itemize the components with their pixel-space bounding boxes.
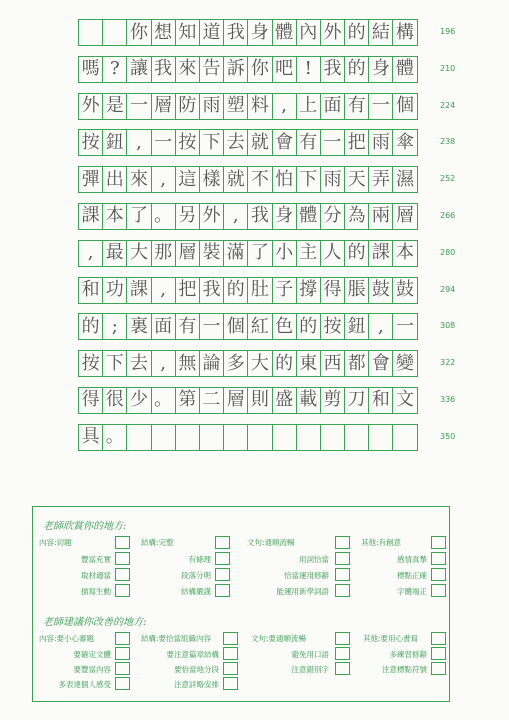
grid-cell: 身 <box>273 204 297 229</box>
grid-cells <box>78 424 418 451</box>
grid-row <box>78 240 456 266</box>
checkbox[interactable] <box>115 632 130 645</box>
grid-cell: 一 <box>127 94 151 119</box>
grid-cell: 外 <box>79 94 103 119</box>
checkbox[interactable] <box>335 568 350 581</box>
grid-cell: 是 <box>103 94 127 119</box>
row-char-count: 350 <box>440 431 456 441</box>
appreciate-wording-item: 恰當運用修辭 <box>284 571 329 580</box>
grid-cell: 上 <box>297 94 321 119</box>
grid-cell: 層 <box>393 204 417 229</box>
grid-cell: 我 <box>321 57 345 82</box>
row-char-count: 210 <box>440 63 456 73</box>
grid-cell: 身 <box>248 20 272 45</box>
appreciate-content-item: 豐富充實 <box>81 555 111 564</box>
grid-cell: 第 <box>176 388 200 413</box>
grid-cell: 想 <box>152 20 176 45</box>
suggest-structure-item: 注意詳略安排 <box>174 680 219 689</box>
grid-cell: 雨 <box>369 130 393 155</box>
suggest-wording-item: 注意錯別字 <box>291 665 329 674</box>
appreciate-structure-item: 有條理 <box>188 555 211 564</box>
appreciate-structure-item: 段落分明 <box>181 571 211 580</box>
grid-cell: 我 <box>224 20 248 45</box>
grid-cell: 一 <box>200 314 224 339</box>
checkbox[interactable] <box>335 552 350 565</box>
grid-cell: 外 <box>321 20 345 45</box>
suggest-structure-item: 要恰當地分段 <box>174 665 219 674</box>
grid-cells <box>78 129 418 156</box>
grid-cell: 一 <box>152 130 176 155</box>
grid-cell: 載 <box>297 388 321 413</box>
grid-cell: 體 <box>393 57 417 82</box>
grid-cell: 訴 <box>224 57 248 82</box>
grid-cell: , <box>79 241 103 266</box>
checkbox[interactable] <box>215 568 230 581</box>
grid-cell: 課 <box>79 204 103 229</box>
grid-row <box>78 313 456 339</box>
grid-cell: 彈 <box>79 167 103 192</box>
checkbox[interactable] <box>115 552 130 565</box>
grid-cell <box>176 425 200 450</box>
grid-cell: 了 <box>127 204 151 229</box>
grid-cell: 這 <box>176 167 200 192</box>
grid-cell: 少 <box>127 388 151 413</box>
grid-cell: 不 <box>248 167 272 192</box>
grid-cell: ; <box>103 314 127 339</box>
grid-cell: 。 <box>103 425 127 450</box>
grid-cell: 變 <box>393 351 417 376</box>
grid-cells <box>78 56 418 83</box>
grid-cell <box>297 425 321 450</box>
grid-cell: 文 <box>393 388 417 413</box>
suggest-content-category: 內容:要小心審題 <box>39 634 95 643</box>
grid-cell: 去 <box>127 351 151 376</box>
grid-cell: 的 <box>345 57 369 82</box>
appreciate-wording-item: 用詞恰當 <box>299 555 329 564</box>
suggest-other-item: 多練習修辭 <box>389 650 427 659</box>
checkbox[interactable] <box>223 632 238 645</box>
checkbox[interactable] <box>335 632 350 645</box>
grid-cell: 課 <box>127 278 151 303</box>
grid-cell: 傘 <box>393 130 417 155</box>
grid-cell <box>369 425 393 450</box>
grid-cells <box>78 313 418 340</box>
checkbox[interactable] <box>215 584 230 597</box>
grid-row <box>78 19 456 45</box>
grid-cell <box>224 425 248 450</box>
grid-cell: 去 <box>224 130 248 155</box>
checkbox[interactable] <box>335 647 350 660</box>
grid-cell: 大 <box>127 241 151 266</box>
suggest-content-item: 要確定文體 <box>73 650 111 659</box>
grid-cell: , <box>127 130 151 155</box>
grid-cell: 得 <box>321 278 345 303</box>
grid-cell: 面 <box>321 94 345 119</box>
checkbox[interactable] <box>431 536 446 549</box>
grid-cell: 嗎 <box>79 57 103 82</box>
grid-cell: 身 <box>369 57 393 82</box>
grid-cell: 鈕 <box>345 314 369 339</box>
grid-cells <box>78 203 418 230</box>
suggest-structure-item: 要注意篇章結構 <box>166 650 219 659</box>
grid-cell: 按 <box>321 314 345 339</box>
grid-cell: ! <box>297 57 321 82</box>
checkbox[interactable] <box>431 584 446 597</box>
grid-cell: 把 <box>345 130 369 155</box>
checkbox[interactable] <box>431 552 446 565</box>
grid-cell: 色 <box>273 314 297 339</box>
grid-cell: 會 <box>369 351 393 376</box>
row-char-count: 266 <box>440 210 456 220</box>
appreciate-structure-item: 結構嚴謹 <box>181 587 211 596</box>
grid-cell: 二 <box>200 388 224 413</box>
grid-cell: 鼓 <box>369 278 393 303</box>
grid-cell: 本 <box>103 204 127 229</box>
grid-cell: 層 <box>152 94 176 119</box>
checkbox[interactable] <box>215 552 230 565</box>
grid-cell: 有 <box>345 94 369 119</box>
grid-cell: 樣 <box>200 167 224 192</box>
grid-cell: 功 <box>103 278 127 303</box>
grid-cell: 的 <box>273 351 297 376</box>
grid-cell: 按 <box>176 130 200 155</box>
grid-cell: 那 <box>152 241 176 266</box>
grid-cell: 把 <box>176 278 200 303</box>
checkbox[interactable] <box>335 584 350 597</box>
grid-cell: 得 <box>79 388 103 413</box>
grid-cell: 有 <box>297 130 321 155</box>
checkbox[interactable] <box>115 568 130 581</box>
grid-cell: 西 <box>321 351 345 376</box>
grid-cell: 另 <box>176 204 200 229</box>
grid-row <box>78 166 456 192</box>
checkbox[interactable] <box>431 662 446 675</box>
grid-cell: 。 <box>152 204 176 229</box>
grid-cell: 知 <box>176 20 200 45</box>
grid-cell: , <box>152 351 176 376</box>
row-char-count: 238 <box>440 137 456 147</box>
checkbox[interactable] <box>115 647 130 660</box>
checkbox[interactable] <box>223 677 238 690</box>
appreciate-other-item: 標點正確 <box>397 571 427 580</box>
grid-cell <box>248 425 272 450</box>
grid-cell: 的 <box>345 20 369 45</box>
checkbox[interactable] <box>223 662 238 675</box>
grid-cell: 一 <box>369 94 393 119</box>
appreciate-other-category: 其他:有創意 <box>361 538 402 547</box>
checkbox[interactable] <box>431 632 446 645</box>
grid-row <box>78 350 456 376</box>
checkbox[interactable] <box>115 677 130 690</box>
grid-cell: 道 <box>200 20 224 45</box>
grid-cell: 層 <box>224 388 248 413</box>
grid-cell: 下 <box>200 130 224 155</box>
grid-cell: 子 <box>273 278 297 303</box>
grid-cell: 來 <box>127 167 151 192</box>
checkbox[interactable] <box>223 647 238 660</box>
grid-cell: 的 <box>345 241 369 266</box>
grid-cell: ? <box>103 57 127 82</box>
appreciate-wording-category: 文句:通順流暢 <box>247 538 295 547</box>
grid-cell: 吧 <box>273 57 297 82</box>
grid-cell: 個 <box>393 94 417 119</box>
grid-cell: 有 <box>176 314 200 339</box>
grid-cell: 料 <box>248 94 272 119</box>
suggest-other-category: 其他:要用心書寫 <box>363 634 419 643</box>
grid-cell: 雨 <box>200 94 224 119</box>
row-char-count: 224 <box>440 100 456 110</box>
grid-cell: , <box>152 167 176 192</box>
row-char-count: 308 <box>440 321 456 331</box>
grid-cell: 人 <box>321 241 345 266</box>
grid-cells <box>78 19 418 46</box>
grid-cell: 塑 <box>224 94 248 119</box>
grid-cell: 結 <box>369 20 393 45</box>
grid-cell: 盛 <box>273 388 297 413</box>
grid-cell <box>79 20 103 45</box>
grid-cell: 了 <box>248 241 272 266</box>
grid-cell: 天 <box>345 167 369 192</box>
grid-cell: 肚 <box>248 278 272 303</box>
grid-cells <box>78 387 418 414</box>
grid-row <box>78 424 456 450</box>
checkbox[interactable] <box>431 568 446 581</box>
writing-grid <box>78 19 456 461</box>
grid-cell: 無 <box>176 351 200 376</box>
appreciate-content-item: 取材適當 <box>81 571 111 580</box>
grid-cell: 很 <box>103 388 127 413</box>
grid-cell: 體 <box>297 204 321 229</box>
grid-cell: 裏 <box>127 314 151 339</box>
grid-cell: 最 <box>103 241 127 266</box>
appreciate-title: 老師欣賞你的地方: <box>43 521 127 532</box>
grid-row <box>78 277 456 303</box>
grid-cell: 的 <box>297 314 321 339</box>
grid-cell: 一 <box>393 314 417 339</box>
teacher-feedback-box <box>32 506 450 702</box>
grid-cell: 下 <box>103 351 127 376</box>
grid-cell: 撐 <box>297 278 321 303</box>
grid-cell: 鈕 <box>103 130 127 155</box>
grid-cell: 的 <box>79 314 103 339</box>
grid-cell <box>103 20 127 45</box>
appreciate-structure-category: 結構:完整 <box>141 538 174 547</box>
checkbox[interactable] <box>115 662 130 675</box>
grid-cell: 層 <box>176 241 200 266</box>
grid-cell: 體 <box>273 20 297 45</box>
appreciate-content-category: 內容:切題 <box>39 538 72 547</box>
grid-cell: 一 <box>321 130 345 155</box>
grid-cell: 外 <box>200 204 224 229</box>
grid-cell: 課 <box>369 241 393 266</box>
grid-cells <box>78 240 418 267</box>
grid-cell <box>273 425 297 450</box>
suggest-title: 老師建議你改善的地方: <box>43 617 147 628</box>
grid-cell: 論 <box>200 351 224 376</box>
grid-cell: 出 <box>103 167 127 192</box>
grid-cell: , <box>369 314 393 339</box>
grid-cell: 會 <box>273 130 297 155</box>
grid-cell: 就 <box>248 130 272 155</box>
grid-cell: 。 <box>152 388 176 413</box>
grid-cell <box>321 425 345 450</box>
grid-row <box>78 387 456 413</box>
row-char-count: 336 <box>440 394 456 404</box>
row-char-count: 322 <box>440 358 456 368</box>
appreciate-other-item: 感情真摯 <box>397 555 427 564</box>
row-char-count: 196 <box>440 27 456 36</box>
grid-cell: 滿 <box>224 241 248 266</box>
grid-cell: 脹 <box>345 278 369 303</box>
grid-cell: 刀 <box>345 388 369 413</box>
grid-cell <box>393 425 417 450</box>
checkbox[interactable] <box>115 536 130 549</box>
grid-cell: 個 <box>224 314 248 339</box>
grid-row <box>78 129 456 155</box>
grid-cell: 主 <box>297 241 321 266</box>
grid-cells <box>78 350 418 377</box>
grid-cell <box>152 425 176 450</box>
appreciate-content-item: 描寫生動 <box>81 587 111 596</box>
grid-cell: 兩 <box>369 204 393 229</box>
row-char-count: 280 <box>440 247 456 257</box>
grid-cell: , <box>273 94 297 119</box>
grid-cell: , <box>224 204 248 229</box>
grid-cell: 內 <box>297 20 321 45</box>
grid-cell: 本 <box>393 241 417 266</box>
grid-cell: 則 <box>248 388 272 413</box>
grid-cell: 都 <box>345 351 369 376</box>
grid-row <box>78 93 456 119</box>
grid-row <box>78 56 456 82</box>
appreciate-wording-item: 能運用新學詞語 <box>276 587 329 596</box>
grid-cell: 小 <box>273 241 297 266</box>
grid-cell: 讓 <box>127 57 151 82</box>
grid-cell: 來 <box>176 57 200 82</box>
grid-cell: 為 <box>345 204 369 229</box>
grid-row <box>78 203 456 229</box>
grid-cell: 你 <box>127 20 151 45</box>
checkbox[interactable] <box>335 536 350 549</box>
grid-cells <box>78 93 418 120</box>
grid-cell: 你 <box>248 57 272 82</box>
grid-cell: 我 <box>200 278 224 303</box>
grid-cell: 我 <box>248 204 272 229</box>
row-char-count: 252 <box>440 174 456 184</box>
checkbox[interactable] <box>431 647 446 660</box>
grid-cell <box>345 425 369 450</box>
grid-cell <box>200 425 224 450</box>
grid-cell: 防 <box>176 94 200 119</box>
grid-cells <box>78 166 418 193</box>
grid-cell: 就 <box>224 167 248 192</box>
suggest-content-item: 要豐富內容 <box>73 665 111 674</box>
grid-cell: 按 <box>79 351 103 376</box>
grid-cell: , <box>152 278 176 303</box>
grid-cell <box>127 425 151 450</box>
grid-cell: 濕 <box>393 167 417 192</box>
grid-cell: 按 <box>79 130 103 155</box>
grid-cell: 雨 <box>321 167 345 192</box>
grid-cell: 鼓 <box>393 278 417 303</box>
grid-cell: 裝 <box>200 241 224 266</box>
row-char-count: 294 <box>440 284 456 294</box>
suggest-wording-item: 避免用口語 <box>291 650 329 659</box>
grid-cell: 東 <box>297 351 321 376</box>
grid-cell: 下 <box>297 167 321 192</box>
appreciate-other-item: 字體端正 <box>397 587 427 596</box>
grid-cell: 剪 <box>321 388 345 413</box>
grid-cell: 紅 <box>248 314 272 339</box>
checkbox[interactable] <box>215 536 230 549</box>
suggest-content-item: 多表達個人感受 <box>58 680 111 689</box>
grid-cell: 面 <box>152 314 176 339</box>
grid-cell: 多 <box>224 351 248 376</box>
grid-cell: 具 <box>79 425 103 450</box>
grid-cell: 告 <box>200 57 224 82</box>
grid-cell: 我 <box>152 57 176 82</box>
suggest-other-item: 注意標點符號 <box>382 665 427 674</box>
grid-cell: 大 <box>248 351 272 376</box>
grid-cell: 怕 <box>273 167 297 192</box>
grid-cells <box>78 277 418 304</box>
checkbox[interactable] <box>115 584 130 597</box>
grid-cell: 構 <box>393 20 417 45</box>
suggest-structure-category: 結構:要恰當組織內容 <box>141 634 212 643</box>
grid-cell: 和 <box>79 278 103 303</box>
grid-cell: 分 <box>321 204 345 229</box>
checkbox[interactable] <box>335 662 350 675</box>
grid-cell: 和 <box>369 388 393 413</box>
grid-cell: 弄 <box>369 167 393 192</box>
suggest-wording-category: 文句:要通順流暢 <box>251 634 307 643</box>
grid-cell: 的 <box>224 278 248 303</box>
